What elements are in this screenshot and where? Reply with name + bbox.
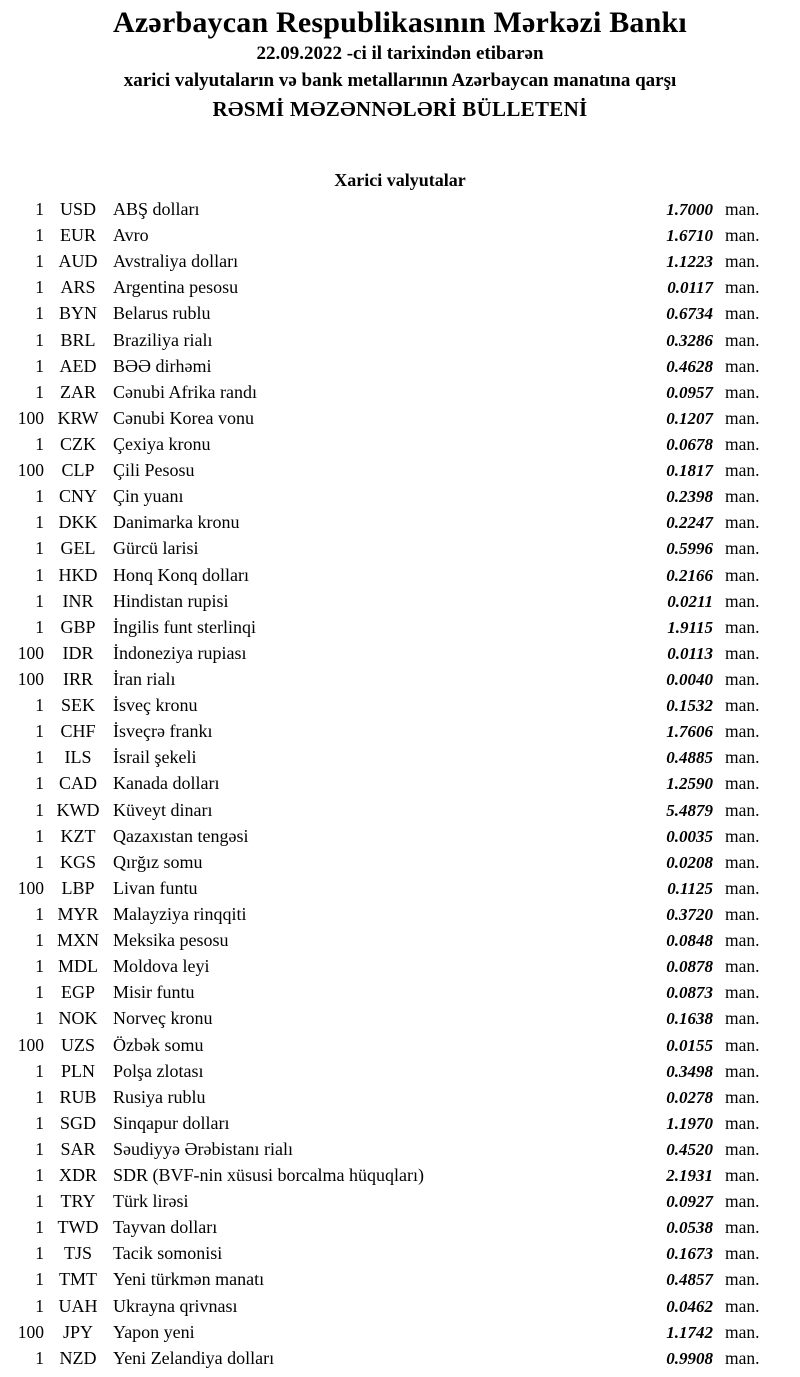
currency-row: [0, 666, 800, 692]
currency-unit: man.: [725, 277, 760, 298]
currency-name: Sinqapur dolları: [113, 1112, 230, 1133]
currency-quantity: 100: [17, 1321, 44, 1342]
currency-code: BYN: [58, 303, 97, 324]
currency-row: [0, 1032, 800, 1058]
currency-name: Çexiya kronu: [113, 433, 211, 454]
currency-quantity: 1: [35, 616, 44, 637]
currency-rate: 0.1207: [666, 408, 713, 428]
currency-unit: man.: [725, 1191, 760, 1212]
currency-unit: man.: [725, 407, 760, 428]
currency-rate: 0.0538: [666, 1218, 713, 1238]
currency-quantity: 1: [35, 1243, 44, 1264]
currency-name: Braziliya rialı: [113, 329, 213, 350]
currency-code: TRY: [60, 1191, 96, 1212]
currency-unit: man.: [725, 721, 760, 742]
currency-code: USD: [59, 199, 96, 219]
currency-row: [0, 379, 800, 405]
currency-rate: 0.1638: [666, 1009, 713, 1029]
currency-unit: man.: [725, 1217, 760, 1238]
currency-unit: man.: [725, 590, 760, 611]
currency-code: PLN: [60, 1060, 95, 1081]
currency-unit: man.: [725, 1165, 760, 1186]
currency-rate: 0.1125: [667, 878, 713, 898]
currency-quantity: 100: [17, 642, 44, 663]
currency-code: SGD: [59, 1112, 96, 1133]
currency-quantity: 100: [17, 460, 44, 481]
currency-unit: man.: [725, 486, 760, 507]
currency-unit: man.: [725, 851, 760, 872]
currency-unit: man.: [725, 355, 760, 376]
currency-code: BRL: [60, 329, 96, 350]
currency-quantity: 1: [35, 1008, 44, 1029]
currency-name: Avstraliya dolları: [113, 251, 239, 272]
currency-unit: man.: [725, 773, 760, 794]
currency-unit: man.: [725, 982, 760, 1003]
currency-row: [0, 588, 800, 614]
currency-quantity: 1: [35, 1191, 44, 1212]
currency-code: ARS: [60, 277, 96, 298]
currency-name: Avro: [113, 225, 149, 246]
currency-quantity: 1: [35, 1086, 44, 1107]
currency-quantity: 1: [35, 956, 44, 977]
currency-quantity: 100: [17, 668, 44, 689]
currency-quantity: 1: [35, 1347, 44, 1368]
currency-rate: 0.1817: [666, 461, 713, 481]
currency-rate: 0.0678: [666, 434, 713, 454]
currency-unit: man.: [725, 1086, 760, 1107]
currency-quantity: 1: [35, 381, 44, 402]
currency-unit: man.: [725, 1295, 760, 1316]
currency-name: Yeni türkmən manatı: [113, 1269, 265, 1290]
currency-quantity: 1: [35, 251, 44, 272]
currency-row: [0, 718, 800, 744]
currency-rate: 0.4520: [666, 1139, 713, 1159]
currency-row: [0, 1162, 800, 1188]
currency-unit: man.: [725, 877, 760, 898]
currency-unit: man.: [725, 799, 760, 820]
currency-rate: 0.9908: [666, 1348, 713, 1368]
currency-code: NOK: [58, 1008, 98, 1029]
currency-rate: 0.0155: [666, 1035, 713, 1055]
currency-code: CLP: [61, 460, 95, 481]
currency-name: Yapon yeni: [113, 1321, 195, 1342]
currency-row: [0, 535, 800, 561]
currency-row: [0, 901, 800, 927]
currency-rate: 0.0211: [667, 591, 713, 611]
currency-row: [0, 770, 800, 796]
currency-quantity: 1: [35, 1165, 44, 1186]
currency-quantity: 1: [35, 355, 44, 376]
currency-quantity: 1: [35, 1060, 44, 1081]
currency-row: [0, 875, 800, 901]
currency-name: Tacik somonisi: [113, 1243, 223, 1264]
currency-rate: 1.1223: [666, 252, 713, 272]
currency-row: [0, 274, 800, 300]
currency-name: Cənubi Afrika randı: [113, 381, 257, 402]
currency-unit: man.: [725, 956, 760, 977]
currency-row: [0, 744, 800, 770]
currency-quantity: 100: [17, 1034, 44, 1055]
currency-name: Gürcü larisi: [113, 538, 199, 559]
currency-quantity: 1: [35, 433, 44, 454]
currency-unit: man.: [725, 199, 760, 219]
currency-row: [0, 927, 800, 953]
currency-rate: 0.0035: [666, 826, 713, 846]
currency-code: JPY: [62, 1321, 93, 1342]
currency-code: LBP: [61, 877, 95, 898]
currency-name: Çili Pesosu: [113, 460, 195, 481]
currency-code: CAD: [58, 773, 97, 794]
currency-rate: 0.4885: [666, 748, 713, 768]
currency-rate: 0.1673: [666, 1244, 713, 1264]
currency-name: Moldova leyi: [113, 956, 210, 977]
currency-rate: 1.1742: [666, 1322, 713, 1342]
currency-row: [0, 300, 800, 326]
currency-row: [0, 353, 800, 379]
currency-unit: man.: [725, 903, 760, 924]
currency-quantity: 1: [35, 486, 44, 507]
currency-rate: 1.9115: [667, 617, 713, 637]
currency-quantity: 1: [35, 590, 44, 611]
currency-code: DKK: [58, 512, 98, 533]
currency-name: Norveç kronu: [113, 1008, 213, 1029]
currency-name: İndoneziya rupiası: [113, 642, 247, 663]
currency-row: [0, 849, 800, 875]
currency-rate: 0.2247: [666, 513, 713, 533]
currency-code: EUR: [60, 225, 96, 246]
currency-unit: man.: [725, 1034, 760, 1055]
currency-row: [0, 953, 800, 979]
currency-code: ILS: [64, 747, 92, 768]
currency-rate: 0.6734: [666, 304, 713, 324]
currency-unit: man.: [725, 930, 760, 951]
currency-rate: 1.7606: [666, 722, 713, 742]
currency-quantity: 1: [35, 903, 44, 924]
currency-row: [0, 483, 800, 509]
currency-name: Hindistan rupisi: [113, 590, 229, 611]
currency-rate-table: [0, 196, 800, 1371]
currency-rate: 0.0117: [667, 278, 713, 298]
currency-rate: 1.6710: [666, 226, 713, 246]
currency-quantity: 1: [35, 825, 44, 846]
currency-code: IDR: [62, 642, 94, 663]
currency-name: Səudiyyə Ərəbistanı rialı: [113, 1138, 293, 1159]
currency-unit: man.: [725, 747, 760, 768]
currency-row: [0, 823, 800, 849]
currency-rate: 1.1970: [666, 1113, 713, 1133]
currency-name: İsveç kronu: [113, 695, 198, 716]
currency-unit: man.: [725, 668, 760, 689]
currency-name: BƏƏ dirhəmi: [113, 355, 212, 376]
currency-name: Çin yuanı: [113, 486, 184, 507]
currency-quantity: 1: [35, 199, 44, 219]
currency-quantity: 1: [35, 773, 44, 794]
currency-code: KZT: [60, 825, 96, 846]
currency-unit: man.: [725, 512, 760, 533]
currency-name: Rusiya rublu: [113, 1086, 206, 1107]
currency-code: SAR: [60, 1138, 96, 1159]
currency-unit: man.: [725, 303, 760, 324]
currency-code: GBP: [60, 616, 96, 637]
currency-row: [0, 640, 800, 666]
currency-name: Cənubi Korea vonu: [113, 407, 254, 428]
currency-rate: 0.2166: [666, 565, 713, 585]
currency-row: [0, 1005, 800, 1031]
currency-row: [0, 797, 800, 823]
currency-quantity: 1: [35, 982, 44, 1003]
currency-unit: man.: [725, 433, 760, 454]
currency-name: Honq Konq dolları: [113, 564, 249, 585]
currency-code: RUB: [59, 1086, 97, 1107]
currency-code: NZD: [59, 1347, 97, 1368]
currency-unit: man.: [725, 460, 760, 481]
currency-quantity: 1: [35, 277, 44, 298]
currency-code: UAH: [58, 1295, 98, 1316]
currency-row: [0, 1058, 800, 1084]
currency-name: Küveyt dinarı: [113, 799, 213, 820]
currency-row: [0, 509, 800, 535]
currency-quantity: 1: [35, 930, 44, 951]
bulletin-subtitle: xarici valyutaların və bank metallarının Azərbaycan manatına qarşı: [123, 70, 677, 91]
currency-code: MXN: [56, 930, 99, 951]
currency-name: İsrail şekeli: [113, 747, 197, 768]
currency-name: Polşa zlotası: [113, 1060, 204, 1081]
currency-quantity: 1: [35, 1269, 44, 1290]
currency-name: SDR (BVF-nin xüsusi borcalma hüquqları): [113, 1165, 424, 1186]
currency-code: MYR: [57, 903, 99, 924]
currency-name: ABŞ dolları: [113, 199, 200, 219]
currency-unit: man.: [725, 251, 760, 272]
currency-row: [0, 614, 800, 640]
currency-rate: 0.3498: [666, 1061, 713, 1081]
currency-code: KRW: [57, 407, 99, 428]
currency-name: Malayziya rinqqiti: [113, 903, 247, 924]
currency-name: Kanada dolları: [113, 773, 220, 794]
currency-code: GEL: [60, 538, 96, 559]
currency-name: Meksika pesosu: [113, 930, 229, 951]
currency-row: [0, 1293, 800, 1319]
currency-rate: 0.0462: [666, 1296, 713, 1316]
currency-rate: 0.0927: [666, 1192, 713, 1212]
currency-rate: 0.3286: [666, 330, 713, 350]
currency-name: Argentina pesosu: [113, 277, 239, 298]
currency-row: [0, 1136, 800, 1162]
currency-rate: 0.0113: [667, 643, 713, 663]
currency-quantity: 1: [35, 225, 44, 246]
currency-row: [0, 1345, 800, 1371]
currency-quantity: 1: [35, 512, 44, 533]
currency-rate: 0.1532: [666, 696, 713, 716]
currency-unit: man.: [725, 564, 760, 585]
currency-name: İngilis funt sterlinqi: [113, 616, 256, 637]
currency-unit: man.: [725, 1060, 760, 1081]
currency-rate: 0.4628: [666, 356, 713, 376]
currency-rate: 0.3720: [666, 904, 713, 924]
currency-row: [0, 196, 800, 222]
currency-row: [0, 1319, 800, 1345]
currency-rate: 5.4879: [666, 800, 713, 820]
currency-row: [0, 1110, 800, 1136]
currency-code: AUD: [58, 251, 98, 272]
currency-name: Danimarka kronu: [113, 512, 240, 533]
currency-row: [0, 327, 800, 353]
currency-row: [0, 1084, 800, 1110]
currency-rate: 0.5996: [666, 539, 713, 559]
currency-name: İsveçrə frankı: [113, 721, 213, 742]
currency-unit: man.: [725, 1321, 760, 1342]
currency-unit: man.: [725, 329, 760, 350]
currency-unit: man.: [725, 1138, 760, 1159]
currency-unit: man.: [725, 381, 760, 402]
bank-name-title: Azərbaycan Respublikasının Mərkəzi Bankı: [113, 6, 687, 39]
currency-quantity: 1: [35, 851, 44, 872]
currency-name: Tayvan dolları: [113, 1217, 218, 1238]
currency-row: [0, 979, 800, 1005]
currency-code: INR: [62, 590, 94, 611]
currency-code: CZK: [60, 433, 96, 454]
currency-name: İran rialı: [113, 668, 176, 689]
currency-row: [0, 457, 800, 483]
currency-code: SEK: [60, 695, 95, 716]
currency-row: [0, 692, 800, 718]
currency-name: Livan funtu: [113, 877, 198, 898]
currency-row: [0, 431, 800, 457]
currency-quantity: 1: [35, 303, 44, 324]
currency-quantity: 1: [35, 695, 44, 716]
currency-rate: 2.1931: [666, 1166, 713, 1186]
currency-unit: man.: [725, 695, 760, 716]
currency-rate: 0.0208: [666, 852, 713, 872]
currency-code: TJS: [63, 1243, 92, 1264]
currency-quantity: 1: [35, 1112, 44, 1133]
currency-quantity: 1: [35, 329, 44, 350]
currency-quantity: 1: [35, 1138, 44, 1159]
currency-code: ZAR: [60, 381, 96, 402]
currency-quantity: 1: [35, 1295, 44, 1316]
currency-rate: 0.0040: [666, 669, 713, 689]
currency-name: Özbək somu: [113, 1034, 204, 1055]
currency-name: Qırğız somu: [113, 851, 203, 872]
section-title-foreign-currencies: Xarici valyutalar: [334, 170, 466, 190]
currency-quantity: 1: [35, 721, 44, 742]
currency-rate: 0.0848: [666, 931, 713, 951]
currency-code: TMT: [59, 1269, 97, 1290]
currency-row: [0, 248, 800, 274]
currency-row: [0, 562, 800, 588]
currency-rate: 1.7000: [666, 200, 713, 219]
currency-rate: 0.2398: [666, 487, 713, 507]
currency-code: IRR: [62, 668, 93, 689]
currency-unit: man.: [725, 1269, 760, 1290]
currency-rate: 0.0278: [666, 1087, 713, 1107]
currency-unit: man.: [725, 1008, 760, 1029]
currency-unit: man.: [725, 616, 760, 637]
currency-unit: man.: [725, 225, 760, 246]
currency-code: EGP: [60, 982, 95, 1003]
currency-name: Qazaxıstan tengəsi: [113, 825, 249, 846]
currency-code: KWD: [56, 799, 100, 820]
currency-code: TWD: [57, 1217, 99, 1238]
currency-name: Ukrayna qrivnası: [113, 1295, 238, 1316]
currency-quantity: 100: [17, 877, 44, 898]
currency-name: Belarus rublu: [113, 303, 211, 324]
currency-code: MDL: [58, 956, 98, 977]
bulletin-title: RƏSMİ MƏZƏNNƏLƏRİ BÜLLETENİ: [212, 97, 588, 121]
currency-unit: man.: [725, 825, 760, 846]
currency-name: Yeni Zelandiya dolları: [113, 1347, 275, 1368]
bulletin-header: [0, 0, 800, 124]
currency-quantity: 1: [35, 564, 44, 585]
currency-unit: man.: [725, 1243, 760, 1264]
currency-quantity: 1: [35, 747, 44, 768]
currency-code: CHF: [60, 721, 96, 742]
currency-quantity: 1: [35, 799, 44, 820]
currency-rate: 0.0957: [666, 382, 713, 402]
currency-code: XDR: [58, 1165, 97, 1186]
currency-unit: man.: [725, 1112, 760, 1133]
currency-unit: man.: [725, 642, 760, 663]
currency-quantity: 100: [17, 407, 44, 428]
currency-name: Türk lirəsi: [113, 1191, 189, 1212]
currency-row: [0, 1188, 800, 1214]
currency-code: AED: [59, 355, 97, 376]
currency-quantity: 1: [35, 1217, 44, 1238]
currency-row: [0, 1214, 800, 1240]
currency-row: [0, 1266, 800, 1292]
effective-date-line: 22.09.2022 -ci il tarixindən etibarən: [256, 43, 544, 64]
currency-rate: 1.2590: [666, 774, 713, 794]
currency-code: UZS: [60, 1034, 95, 1055]
currency-row: [0, 222, 800, 248]
currency-row: [0, 1240, 800, 1266]
currency-code: CNY: [58, 486, 97, 507]
currency-quantity: 1: [35, 538, 44, 559]
currency-unit: man.: [725, 1347, 760, 1368]
currency-code: HKD: [58, 564, 98, 585]
currency-code: KGS: [59, 851, 96, 872]
currency-name: Misir funtu: [113, 982, 195, 1003]
currency-unit: man.: [725, 538, 760, 559]
currency-row: [0, 405, 800, 431]
currency-rate: 0.0873: [666, 983, 713, 1003]
currency-rate: 0.0878: [666, 957, 713, 977]
currency-rate: 0.4857: [666, 1270, 713, 1290]
